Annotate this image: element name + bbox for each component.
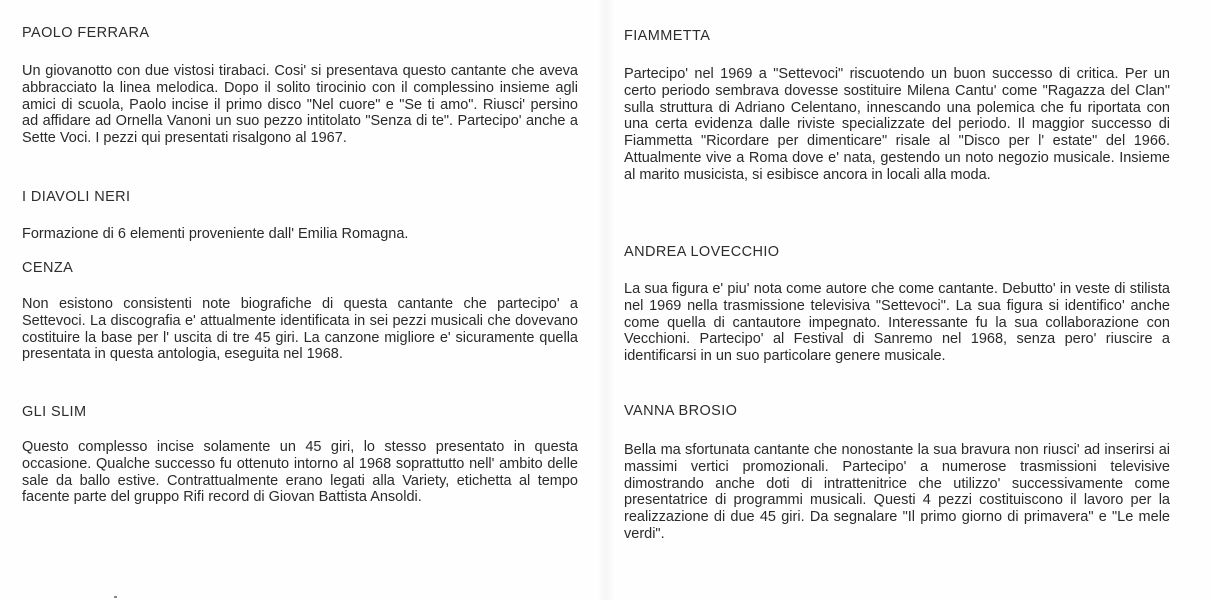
print-speck [114,596,117,598]
section-text-cenza: Non esistono consistenti note biografiche di questa cantante che partecipo' a Settevoci. La discografia e' attualmente identificata in sei pezzi musicali che dovevano costituire la base per l' uscita di tre 45 giri. La canzone migliore e' sicuramente quella presentata in questa antologia, eseguita nel 1968. [22,296,578,363]
section-title-andrea-lovecchio: ANDREA LOVECCHIO [624,244,780,260]
section-text-i-diavoli-neri: Formazione di 6 elementi proveniente dall' Emilia Romagna. [22,226,409,242]
page-fold [598,0,614,600]
section-text-vanna-brosio: Bella ma sfortunata cantante che nonostante la sua bravura non riusci' ad inserirsi ai massimi vertici promozionali. Partecipo' a numerose trasmissioni televisive dimostrando anche doti di intrattenitrice che utilizzo' successivamente come presentatrice di programmi musicali. Questi 4 pezzi costituiscono il lavoro per la realizzazione di due 45 giri. Da segnalare "Il primo giorno di primavera" e "Le mele verdi". [624,442,1170,542]
section-text-paolo-ferrara: Un giovanotto con due vistosi tirabaci. Cosi' si presentava questo cantante che aveva abbracciato la linea melodica. Dopo il solito tirocinio con il complessino insieme agli amici di scuola, Paolo incise il primo disco "Nel cuore" e "Se ti amo". Riusci' persino ad affidare ad Ornella Vanoni un suo pezzo intitolato "Senza di te". Partecipo' anche a Sette Voci. I pezzi qui presentati risalgono al 1967. [22,63,578,147]
section-title-gli-slim: GLI SLIM [22,404,87,420]
section-title-paolo-ferrara: PAOLO FERRARA [22,25,150,41]
section-text-andrea-lovecchio: La sua figura e' piu' nota come autore che come cantante. Debutto' in veste di stilista nel 1969 nella trasmissione televisiva "Settevoci". La sua figura si identifico' anche come quella di cantautore impegnato. Interessante fu la sua collaborazione con Vecchioni. Partecipo' al Festival di Sanremo nel 1968, senza pero' riuscire a identificarsi in un suo particolare genere musicale. [624,281,1170,365]
section-title-fiammetta: FIAMMETTA [624,28,711,44]
section-text-gli-slim: Questo complesso incise solamente un 45 giri, lo stesso presentato in questa occasione. Qualche successo fu ottenuto intorno al 1968 soprattutto nell' ambito delle sale da ballo estive. Contrattualmente erano legati alla Variety, etichetta al tempo facente parte del gruppo Rifi record di Giovan Battista Ansoldi. [22,439,578,506]
section-title-i-diavoli-neri: I DIAVOLI NERI [22,189,131,205]
section-title-vanna-brosio: VANNA BROSIO [624,403,738,419]
section-title-cenza: CENZA [22,260,74,276]
section-text-fiammetta: Partecipo' nel 1969 a "Settevoci" riscuotendo un buon successo di critica. Per un certo periodo sembrava dovesse sostituire Milena Cantu' come "Ragazza del Clan" sulla struttura di Adriano Celentano, innescando una polemica che fu riportata con una certa evidenza dalle riviste specializzate del periodo. Il maggior successo di Fiammetta "Ricordare per dimenticare" risale al "Disco per l' estate" del 1966. Attualmente vive a Roma dove e' nata, gestendo un noto negozio musicale. Insieme al marito musicista, si esibisce ancora in locali alla moda. [624,66,1170,183]
